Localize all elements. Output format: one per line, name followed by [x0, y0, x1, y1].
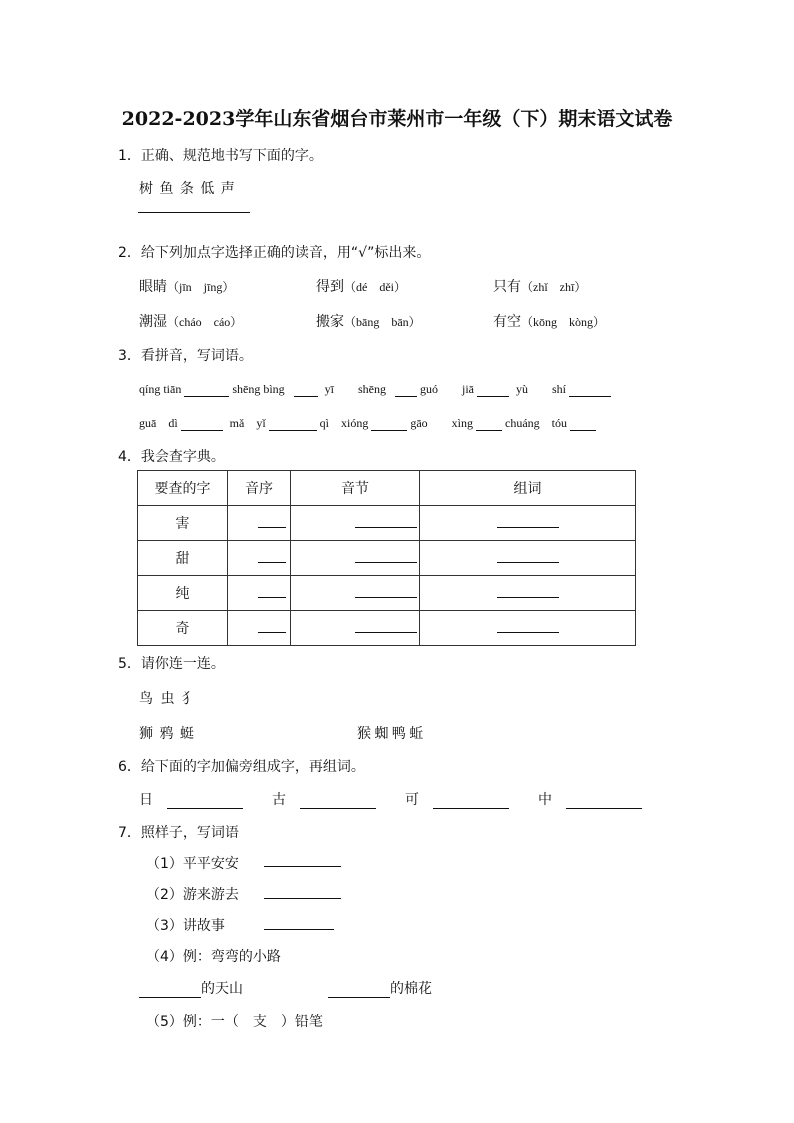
question-7-text: 7．照样子，写词语	[118, 825, 239, 841]
radicals-row[interactable]: 鸟 虫 犭	[139, 691, 196, 707]
answer-blank[interactable]	[476, 416, 502, 431]
answer-blank[interactable]	[569, 382, 611, 397]
answer-blank[interactable]	[269, 416, 317, 431]
pinyin-word: guā dì	[139, 416, 178, 430]
page-title: 2022-2023学年山东省烟台市莱州市一年级（下）期末语文试卷	[121, 108, 673, 130]
answer-blank[interactable]	[184, 382, 229, 397]
fill-suffix: 的棉花	[390, 981, 432, 997]
choice-word: 有空	[493, 314, 521, 330]
answer-blank[interactable]	[328, 983, 390, 998]
initial-blank[interactable]	[258, 620, 286, 633]
pattern-item-4: （4）例：弯弯的小路	[146, 949, 281, 965]
question-5-text: 5．请你连一连。	[118, 656, 225, 672]
table-header-row	[138, 471, 636, 506]
base-char: 可	[405, 792, 419, 808]
answer-blank[interactable]	[264, 866, 341, 867]
pattern-item-5: （5）例：一（ 支 ）铅笔	[146, 1014, 323, 1030]
answer-blank[interactable]	[139, 983, 201, 998]
pinyin-choice-item	[316, 276, 406, 296]
base-char: 中	[538, 792, 552, 808]
choice-word: 眼睛	[139, 279, 167, 295]
answer-blank[interactable]	[264, 929, 334, 930]
choice-word: 潮湿	[139, 314, 167, 330]
question-2-text: 2．给下列加点字选择正确的读音，用“√”标出来。	[118, 245, 431, 261]
pinyin-choice-item	[139, 311, 242, 331]
question-4-text: 4．我会查字典。	[118, 449, 225, 465]
radical-item	[538, 789, 642, 809]
radical-item	[272, 789, 376, 809]
choice-options[interactable]: （bāng bān）	[344, 315, 421, 329]
question-1-answer-line[interactable]	[138, 212, 250, 213]
syllable-blank[interactable]	[355, 620, 417, 633]
pinyin-word: shēng bìng	[232, 382, 285, 396]
pattern-item-2: （2）游来游去	[146, 887, 239, 903]
question-1-text: 1．正确、规范地书写下面的字。	[118, 148, 323, 164]
right-words[interactable]: 猴 蜘 鸭 蚯	[357, 726, 424, 742]
syllable-blank[interactable]	[355, 585, 417, 598]
pinyin-word: gāo xìng	[410, 416, 474, 430]
answer-blank[interactable]	[570, 416, 596, 431]
answer-blank[interactable]	[300, 794, 376, 809]
question-3-text: 3．看拼音，写词语。	[118, 348, 253, 364]
syllable-blank[interactable]	[355, 515, 417, 528]
choice-options[interactable]: （zhǐ zhī）	[521, 280, 587, 294]
choice-options[interactable]: （cháo cáo）	[167, 315, 243, 329]
pinyin-word: guó jiā	[420, 382, 475, 396]
header-char: 要查的字	[138, 471, 228, 506]
answer-blank[interactable]	[371, 416, 407, 431]
pinyin-choice-item	[139, 276, 234, 296]
pattern-item-1: （1）平平安安	[146, 856, 239, 872]
pinyin-choice-item	[493, 311, 605, 331]
fill-suffix: 的天山	[201, 981, 243, 997]
choice-options[interactable]: （dé děi）	[344, 280, 406, 294]
table-row	[138, 576, 636, 611]
dictionary-table	[137, 470, 636, 646]
base-char: 日	[139, 792, 153, 808]
lookup-char: 甜	[138, 541, 228, 576]
word-blank[interactable]	[497, 620, 559, 633]
pinyin-word: yī shēng	[324, 382, 387, 396]
answer-blank[interactable]	[395, 382, 417, 397]
question-1-chars: 树 鱼 条 低 声	[139, 181, 235, 197]
pinyin-word: mǎ yǐ	[229, 416, 266, 430]
pattern-item-3: （3）讲故事	[146, 918, 225, 934]
base-char: 古	[272, 792, 286, 808]
header-initial: 音序	[228, 471, 291, 506]
radical-item	[139, 789, 243, 809]
fill-item-2	[328, 978, 432, 998]
answer-blank[interactable]	[294, 382, 318, 397]
choice-word: 只有	[493, 279, 521, 295]
initial-blank[interactable]	[258, 585, 286, 598]
choice-options[interactable]: （jīn jīng）	[167, 280, 235, 294]
answer-blank[interactable]	[167, 794, 243, 809]
word-blank[interactable]	[497, 550, 559, 563]
table-row	[138, 506, 636, 541]
pinyin-choice-item	[493, 276, 586, 296]
choice-word: 搬家	[316, 314, 344, 330]
answer-blank[interactable]	[477, 382, 509, 397]
pinyin-choice-item	[316, 311, 421, 331]
pinyin-row-1	[139, 380, 611, 397]
table-row	[138, 541, 636, 576]
word-blank[interactable]	[497, 515, 559, 528]
initial-blank[interactable]	[258, 550, 286, 563]
initial-blank[interactable]	[258, 515, 286, 528]
answer-blank[interactable]	[264, 898, 341, 899]
choice-word: 得到	[316, 279, 344, 295]
pinyin-word: qì xióng	[319, 416, 369, 430]
fill-item-1	[139, 978, 243, 998]
choice-options[interactable]: （kōng kòng）	[521, 315, 606, 329]
answer-blank[interactable]	[566, 794, 642, 809]
word-blank[interactable]	[497, 585, 559, 598]
pinyin-word: yù shí	[516, 382, 567, 396]
header-syllable: 音节	[291, 471, 420, 506]
syllable-blank[interactable]	[355, 550, 417, 563]
pinyin-word: chuáng tóu	[505, 416, 568, 430]
left-words[interactable]: 狮 鸦 蜓	[139, 726, 194, 742]
lookup-char: 害	[138, 506, 228, 541]
pinyin-row-2	[139, 414, 596, 431]
pinyin-word: qíng tiān	[139, 382, 182, 396]
lookup-char: 纯	[138, 576, 228, 611]
answer-blank[interactable]	[181, 416, 223, 431]
header-word: 组词	[420, 471, 636, 506]
radical-item	[405, 789, 509, 809]
table-row	[138, 611, 636, 646]
question-6-text: 6．给下面的字加偏旁组成字，再组词。	[118, 759, 365, 775]
answer-blank[interactable]	[433, 794, 509, 809]
lookup-char: 奇	[138, 611, 228, 646]
